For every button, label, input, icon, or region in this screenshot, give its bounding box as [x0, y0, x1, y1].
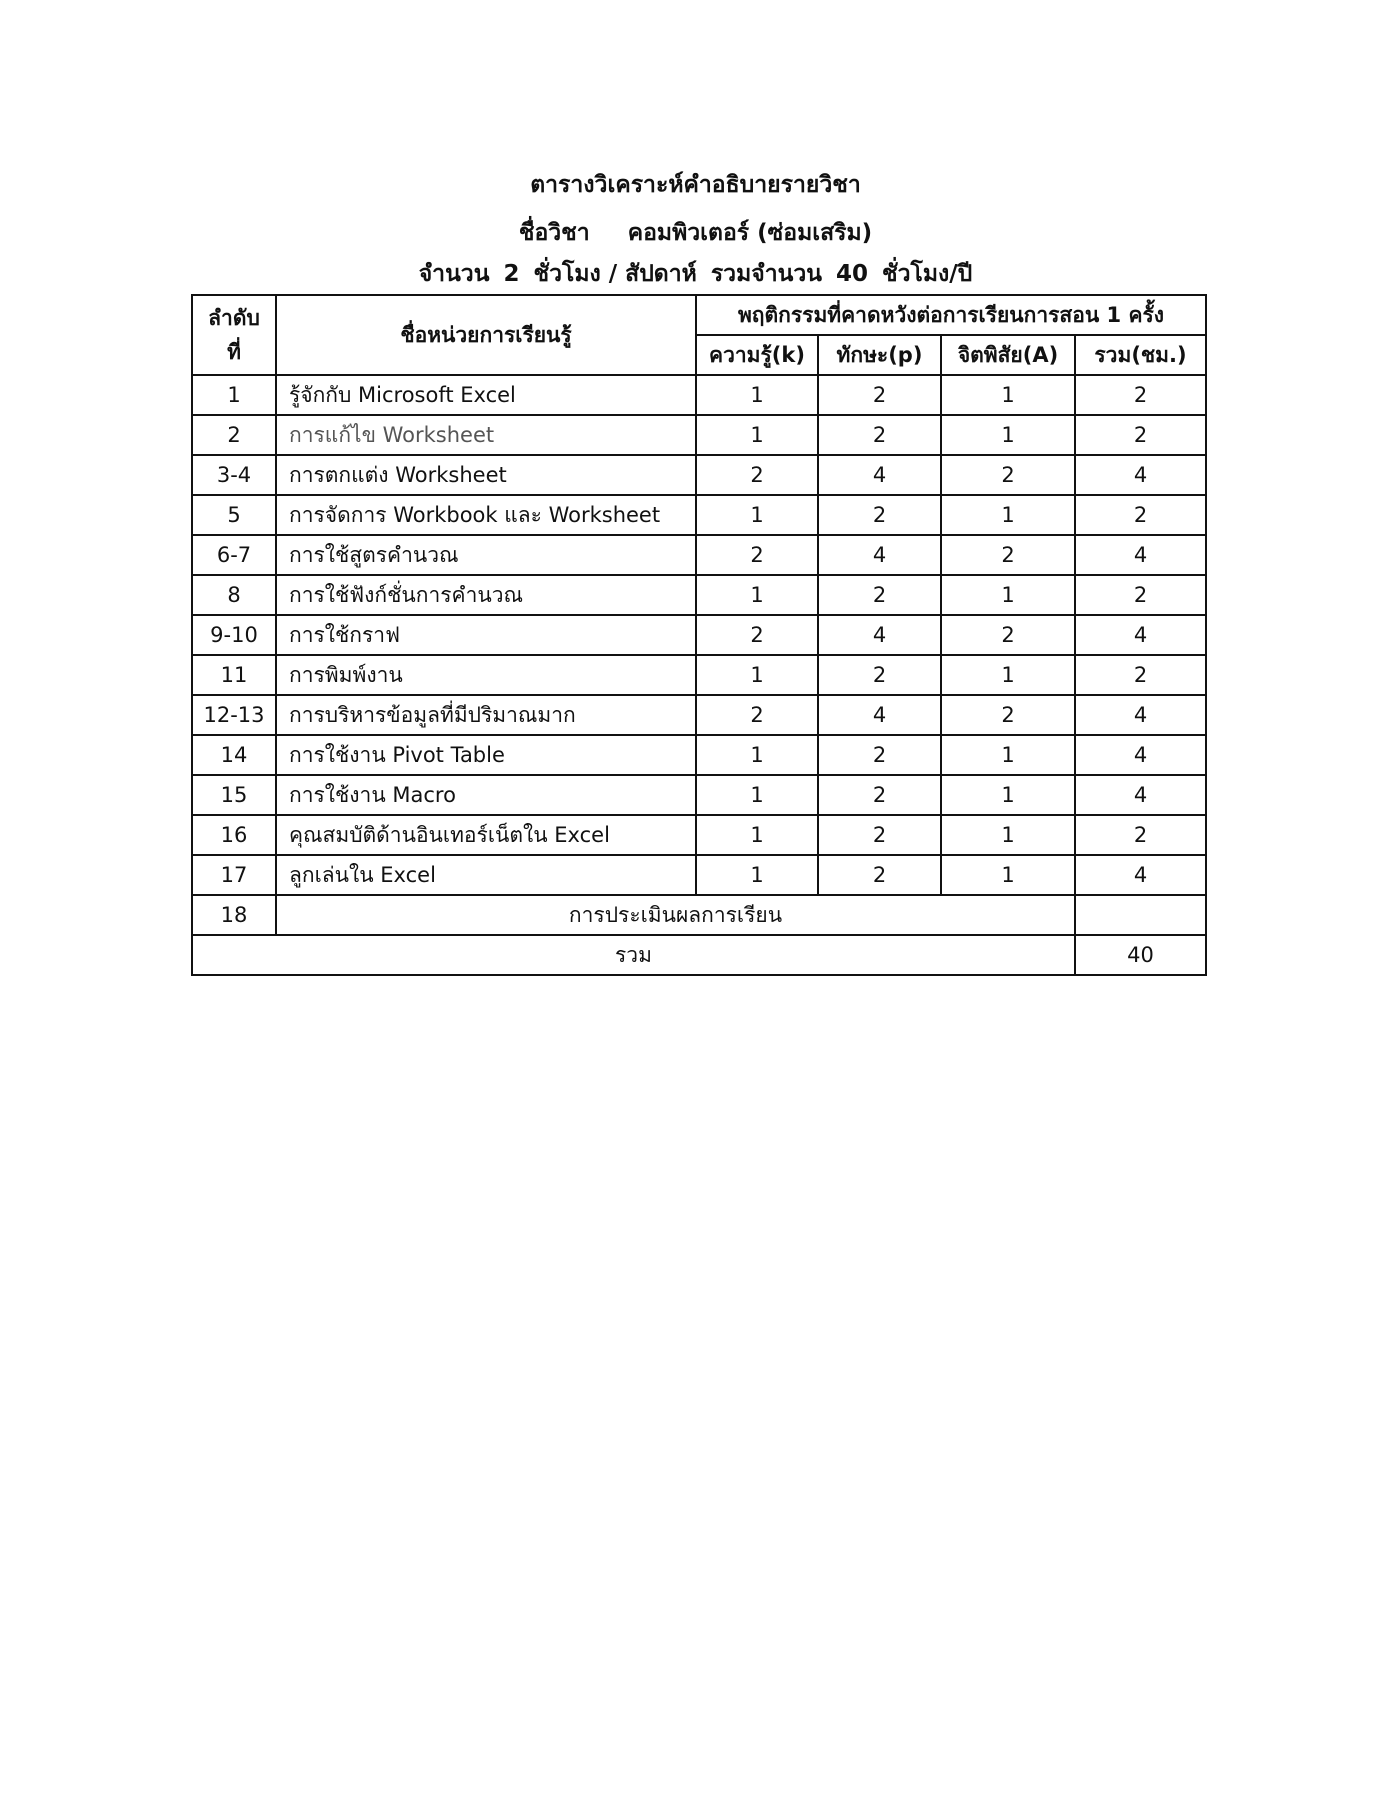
table-row [192, 535, 1206, 575]
table-row [192, 855, 1206, 895]
row-attitude: 1 [941, 375, 1075, 415]
document-title [0, 170, 1391, 200]
row-attitude: 2 [941, 535, 1075, 575]
row-knowledge: 1 [696, 655, 818, 695]
evaluation-row [192, 895, 1206, 935]
table-row [192, 455, 1206, 495]
row-total: 4 [1075, 775, 1206, 815]
row-unit: การใช้งาน Pivot Table [276, 735, 696, 775]
subject-name: คอมพิวเตอร์ (ซ่อมเสริม) [627, 220, 873, 246]
row-total: 2 [1075, 815, 1206, 855]
header-total: รวม(ชม.) [1075, 335, 1206, 375]
row-attitude: 2 [941, 455, 1075, 495]
row-no: 17 [192, 855, 276, 895]
row-attitude: 2 [941, 615, 1075, 655]
row-total: 4 [1075, 735, 1206, 775]
hours-label: จำนวน [418, 261, 490, 287]
course-analysis-table [191, 294, 1207, 976]
row-total: 4 [1075, 615, 1206, 655]
total-hours-unit: ชั่วโมง/ปี [882, 261, 973, 287]
row-unit: การจัดการ Workbook และ Worksheet [276, 495, 696, 535]
row-knowledge: 1 [696, 415, 818, 455]
row-knowledge: 1 [696, 855, 818, 895]
header-attitude: จิตพิสัย(A) [941, 335, 1075, 375]
row-skill: 2 [818, 415, 941, 455]
row-unit: รู้จักกับ Microsoft Excel [276, 375, 696, 415]
row-no: 15 [192, 775, 276, 815]
row-unit: คุณสมบัติด้านอินเทอร์เน็ตใน Excel [276, 815, 696, 855]
row-unit: ลูกเล่นใน Excel [276, 855, 696, 895]
header-no-line2: ที่ [227, 340, 241, 364]
row-knowledge: 1 [696, 735, 818, 775]
hours-per-week-unit: ชั่วโมง / สัปดาห์ [533, 261, 697, 287]
row-knowledge: 2 [696, 615, 818, 655]
row-unit: การใช้งาน Macro [276, 775, 696, 815]
row-no: 3-4 [192, 455, 276, 495]
row-unit: การแก้ไข Worksheet [276, 415, 696, 455]
row-knowledge: 1 [696, 495, 818, 535]
header-knowledge: ความรู้(k) [696, 335, 818, 375]
row-knowledge: 1 [696, 815, 818, 855]
row-skill: 2 [818, 815, 941, 855]
row-total: 2 [1075, 415, 1206, 455]
row-unit: การพิมพ์งาน [276, 655, 696, 695]
header-behavior-group: พฤติกรรมที่คาดหวังต่อการเรียนการสอน 1 ครั้ง [696, 295, 1206, 335]
row-attitude: 1 [941, 815, 1075, 855]
row-knowledge: 2 [696, 455, 818, 495]
row-knowledge: 2 [696, 695, 818, 735]
row-total: 4 [1075, 535, 1206, 575]
row-unit: การบริหารข้อมูลที่มีปริมาณมาก [276, 695, 696, 735]
row-skill: 4 [818, 695, 941, 735]
row-unit: การใช้สูตรคำนวณ [276, 535, 696, 575]
row-no: 16 [192, 815, 276, 855]
table-row [192, 575, 1206, 615]
header-row-1 [192, 295, 1206, 335]
hours-per-week: 2 [503, 261, 520, 287]
row-no: 8 [192, 575, 276, 615]
row-skill: 2 [818, 495, 941, 535]
subject-label: ชื่อวิชา [518, 220, 590, 246]
row-attitude: 2 [941, 695, 1075, 735]
table-row [192, 695, 1206, 735]
row-attitude: 1 [941, 655, 1075, 695]
row-no: 11 [192, 655, 276, 695]
row-skill: 4 [818, 615, 941, 655]
table-row [192, 495, 1206, 535]
evaluation-total [1075, 895, 1206, 935]
row-skill: 4 [818, 535, 941, 575]
header-no-line1: ลำดับ [208, 306, 260, 330]
hours-line [0, 259, 1391, 289]
row-no: 12-13 [192, 695, 276, 735]
row-attitude: 1 [941, 495, 1075, 535]
row-total: 2 [1075, 655, 1206, 695]
sum-row [192, 935, 1206, 975]
row-unit: การใช้กราฟ [276, 615, 696, 655]
row-no: 2 [192, 415, 276, 455]
row-skill: 2 [818, 375, 941, 415]
row-no: 5 [192, 495, 276, 535]
row-knowledge: 2 [696, 535, 818, 575]
row-skill: 2 [818, 855, 941, 895]
row-total: 2 [1075, 575, 1206, 615]
row-attitude: 1 [941, 855, 1075, 895]
table-row [192, 735, 1206, 775]
row-total: 4 [1075, 855, 1206, 895]
table-row [192, 775, 1206, 815]
row-knowledge: 1 [696, 575, 818, 615]
row-attitude: 1 [941, 775, 1075, 815]
row-attitude: 1 [941, 415, 1075, 455]
table-row [192, 415, 1206, 455]
row-skill: 2 [818, 575, 941, 615]
row-no: 1 [192, 375, 276, 415]
row-unit: การใช้ฟังก์ชั่นการคำนวณ [276, 575, 696, 615]
table-row [192, 655, 1206, 695]
row-skill: 4 [818, 455, 941, 495]
header-unit: ชื่อหน่วยการเรียนรู้ [276, 295, 696, 375]
table-row [192, 815, 1206, 855]
total-label: รวมจำนวน [710, 261, 822, 287]
row-skill: 2 [818, 735, 941, 775]
title-text: ตารางวิเคราะห์คำอธิบายรายวิชา [530, 172, 861, 198]
row-total: 2 [1075, 495, 1206, 535]
total-hours: 40 [836, 261, 869, 287]
row-skill: 2 [818, 655, 941, 695]
table-row [192, 615, 1206, 655]
row-attitude: 1 [941, 575, 1075, 615]
row-unit: การตกแต่ง Worksheet [276, 455, 696, 495]
row-total: 4 [1075, 695, 1206, 735]
row-knowledge: 1 [696, 375, 818, 415]
evaluation-label: การประเมินผลการเรียน [276, 895, 1075, 935]
row-attitude: 1 [941, 735, 1075, 775]
row-no: 14 [192, 735, 276, 775]
row-no: 6-7 [192, 535, 276, 575]
header-skill: ทักษะ(p) [818, 335, 941, 375]
row-skill: 2 [818, 775, 941, 815]
row-knowledge: 1 [696, 775, 818, 815]
header-no [192, 295, 276, 375]
sum-total: 40 [1075, 935, 1206, 975]
sum-label: รวม [192, 935, 1075, 975]
evaluation-no: 18 [192, 895, 276, 935]
row-total: 2 [1075, 375, 1206, 415]
subject-line [0, 218, 1391, 248]
table-row [192, 375, 1206, 415]
row-no: 9-10 [192, 615, 276, 655]
row-total: 4 [1075, 455, 1206, 495]
